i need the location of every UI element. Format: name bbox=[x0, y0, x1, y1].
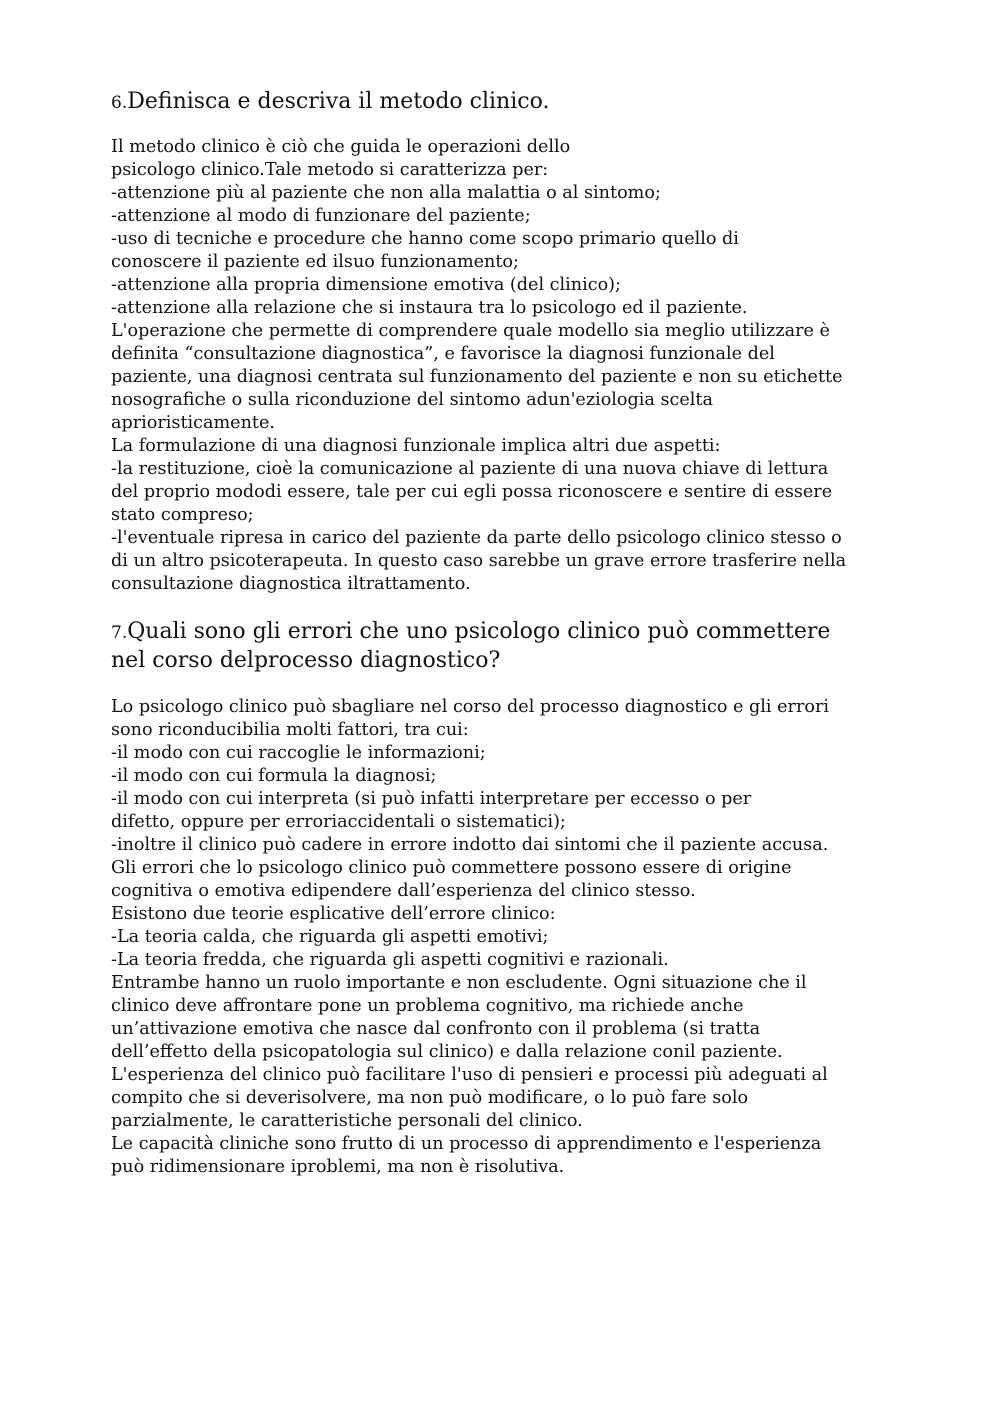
paragraph-line: Entrambe hanno un ruolo importante e non escludente. Ogni situazione che il bbox=[111, 973, 807, 993]
paragraph-line: -attenzione alla propria dimensione emotiva (del clinico); bbox=[111, 275, 621, 295]
paragraph-line: -attenzione alla relazione che si instaura tra lo psicologo ed il paziente. bbox=[111, 298, 748, 318]
paragraph-line: -la restituzione, cioè la comunicazione al paziente di una nuova chiave di lettura bbox=[111, 459, 829, 479]
paragraph-line: definita “consultazione diagnostica”, e favorisce la diagnosi funzionale del bbox=[111, 344, 775, 364]
paragraph-line: -uso di tecniche e procedure che hanno come scopo primario quello di bbox=[111, 229, 739, 249]
section-7-number: 7. bbox=[111, 623, 128, 643]
paragraph-line: aprioristicamente. bbox=[111, 413, 275, 433]
paragraph-line: stato compreso; bbox=[111, 505, 254, 525]
paragraph-line: del proprio mododi essere, tale per cui egli possa riconoscere e sentire di essere bbox=[111, 482, 833, 502]
paragraph-line: -il modo con cui formula la diagnosi; bbox=[111, 766, 437, 786]
paragraph-line: -La teoria calda, che riguarda gli aspetti emotivi; bbox=[111, 927, 549, 947]
section-7-title-line: 7.Quali sono gli errori che uno psicologo clinico può commettere bbox=[111, 619, 831, 644]
paragraph-line: conoscere il paziente ed ilsuo funzionamento; bbox=[111, 252, 519, 272]
paragraph-line: -attenzione più al paziente che non alla malattia o al sintomo; bbox=[111, 183, 661, 203]
paragraph-line: -l'eventuale ripresa in carico del paziente da parte dello psicologo clinico stesso o bbox=[111, 528, 842, 548]
paragraph-line: -il modo con cui raccoglie le informazioni; bbox=[111, 743, 486, 763]
paragraph-line: clinico deve affrontare pone un problema cognitivo, ma richiede anche bbox=[111, 996, 744, 1016]
section-6-title-line: 6.Definisca e descriva il metodo clinico. bbox=[111, 89, 550, 114]
section-6-number: 6. bbox=[111, 93, 128, 113]
paragraph-line: difetto, oppure per erroriaccidentali o sistematici); bbox=[111, 812, 566, 832]
paragraph-line: nosografiche o sulla riconduzione del sintomo adun'eziologia scelta bbox=[111, 390, 713, 410]
paragraph-line: L'esperienza del clinico può facilitare l'uso di pensieri e processi più adeguati al bbox=[111, 1065, 828, 1085]
section-7-title-line: nel corso delprocesso diagnostico? bbox=[111, 648, 501, 673]
paragraph-line: di un altro psicoterapeuta. In questo caso sarebbe un grave errore trasferire nella bbox=[111, 551, 847, 571]
paragraph-line: sono riconducibilia molti fattori, tra cui: bbox=[111, 720, 469, 740]
paragraph-line: La formulazione di una diagnosi funzionale implica altri due aspetti: bbox=[111, 436, 721, 456]
paragraph-line: Gli errori che lo psicologo clinico può commettere possono essere di origine bbox=[111, 858, 792, 878]
paragraph-line: compito che si deverisolvere, ma non può modificare, o lo può fare solo bbox=[111, 1088, 749, 1108]
section-6-body bbox=[111, 136, 911, 596]
paragraph-line: paziente, una diagnosi centrata sul funzionamento del paziente e non su etichette bbox=[111, 367, 843, 387]
paragraph-line: -il modo con cui interpreta (si può infatti interpretare per eccesso o per bbox=[111, 789, 752, 809]
section-7-body bbox=[111, 696, 911, 1179]
paragraph-line: dell’effetto della psicopatologia sul clinico) e dalla relazione conil paziente. bbox=[111, 1042, 783, 1062]
document-page bbox=[111, 88, 911, 1179]
paragraph-line: può ridimensionare iproblemi, ma non è risolutiva. bbox=[111, 1157, 565, 1177]
paragraph-line: psicologo clinico.Tale metodo si caratterizza per: bbox=[111, 160, 549, 180]
paragraph-line: cognitiva o emotiva edipendere dall’esperienza del clinico stesso. bbox=[111, 881, 696, 901]
paragraph-line: un’attivazione emotiva che nasce dal confronto con il problema (si tratta bbox=[111, 1019, 761, 1039]
paragraph-line: parzialmente, le caratteristiche personali del clinico. bbox=[111, 1111, 583, 1131]
paragraph-line: Lo psicologo clinico può sbagliare nel corso del processo diagnostico e gli errori bbox=[111, 697, 829, 717]
section-6-heading bbox=[111, 88, 911, 117]
paragraph-line: Esistono due teorie esplicative dell’errore clinico: bbox=[111, 904, 556, 924]
paragraph-line: -La teoria fredda, che riguarda gli aspetti cognitivi e razionali. bbox=[111, 950, 669, 970]
paragraph-line: Il metodo clinico è ciò che guida le operazioni dello bbox=[111, 137, 571, 157]
paragraph-line: consultazione diagnostica iltrattamento. bbox=[111, 574, 471, 594]
section-7-heading bbox=[111, 618, 911, 675]
paragraph-line: -attenzione al modo di funzionare del paziente; bbox=[111, 206, 531, 226]
paragraph-line: Le capacità cliniche sono frutto di un processo di apprendimento e l'esperienza bbox=[111, 1134, 822, 1154]
paragraph-line: L'operazione che permette di comprendere quale modello sia meglio utilizzare è bbox=[111, 321, 830, 341]
paragraph-line: -inoltre il clinico può cadere in errore indotto dai sintomi che il paziente accusa. bbox=[111, 835, 829, 855]
